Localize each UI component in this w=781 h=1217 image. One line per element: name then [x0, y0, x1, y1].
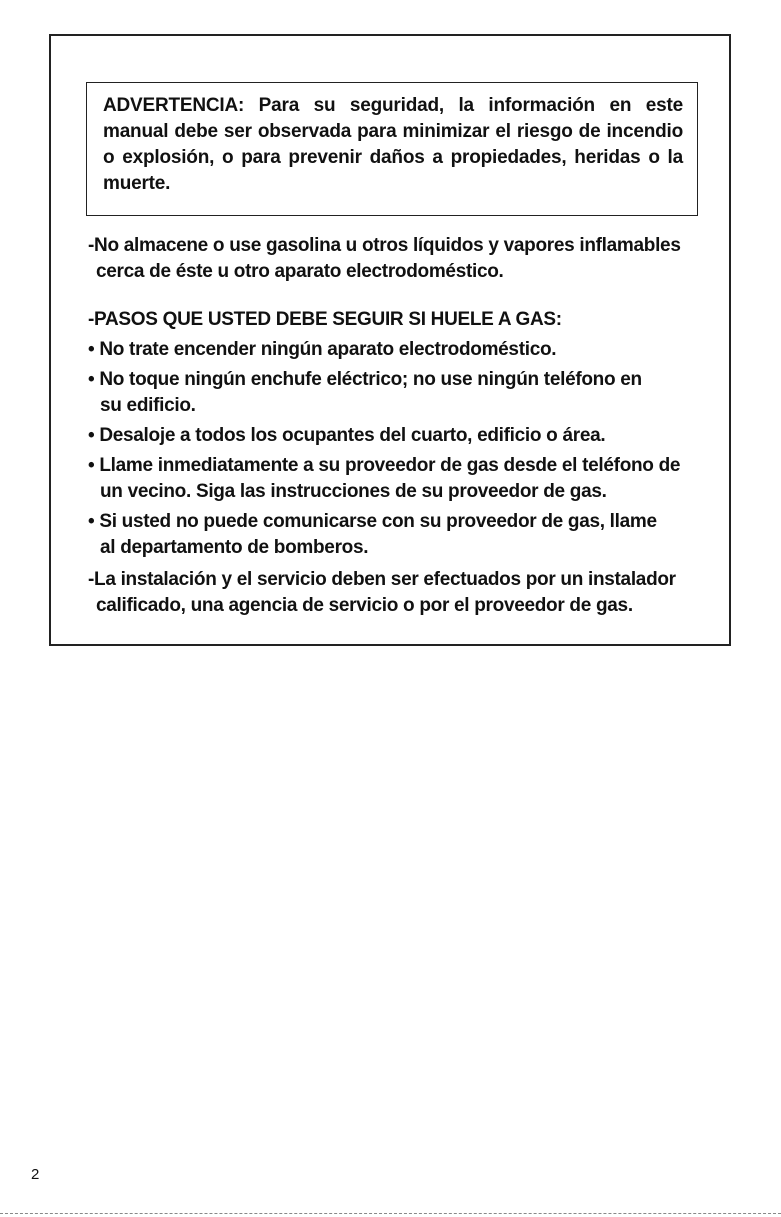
gas-steps-heading: -PASOS QUE USTED DEBE SEGUIR SI HUELE A GAS:	[88, 309, 562, 330]
installation-notice	[88, 567, 708, 619]
gas-step-3	[88, 423, 708, 449]
gas-step-5-line-2: al departamento de bomberos.	[100, 537, 369, 558]
storage-warning-line-2: cerca de éste u otro aparato electrodoméstico.	[96, 261, 504, 282]
gas-step-4-line-2: un vecino. Siga las instrucciones de su proveedor de gas.	[100, 481, 607, 502]
warning-text: ADVERTENCIA: Para su seguridad, la información en este manual debe ser observada para minimizar el riesgo de incendio o explosión, o para prevenir daños a propiedades, heridas o la muerte.	[103, 95, 683, 194]
safety-instructions	[88, 233, 708, 619]
storage-warning	[88, 233, 708, 285]
gas-step-1	[88, 337, 708, 363]
gas-step-3-text: • Desaloje a todos los ocupantes del cuarto, edificio o área.	[88, 425, 606, 446]
gas-step-2-line-1: • No toque ningún enchufe eléctrico; no use ningún teléfono en	[88, 369, 642, 390]
page-number: 2	[31, 1166, 40, 1183]
installation-notice-line-2: calificado, una agencia de servicio o por el proveedor de gas.	[96, 595, 633, 616]
gas-step-4-line-1: • Llame inmediatamente a su proveedor de gas desde el teléfono de	[88, 455, 681, 476]
gas-step-2-line-2: su edificio.	[100, 395, 196, 416]
gas-step-1-text: • No trate encender ningún aparato electrodoméstico.	[88, 339, 557, 360]
gas-step-5	[88, 509, 708, 561]
warning-box	[86, 82, 698, 216]
gas-step-5-line-1: • Si usted no puede comunicarse con su proveedor de gas, llame	[88, 511, 657, 532]
gas-step-4	[88, 453, 708, 505]
storage-warning-line-1: -No almacene o use gasolina u otros líquidos y vapores inflamables	[88, 235, 681, 256]
installation-notice-line-1: -La instalación y el servicio deben ser efectuados por un instalador	[88, 569, 676, 590]
page-bottom-rule	[0, 1213, 781, 1214]
gas-step-2	[88, 367, 708, 419]
